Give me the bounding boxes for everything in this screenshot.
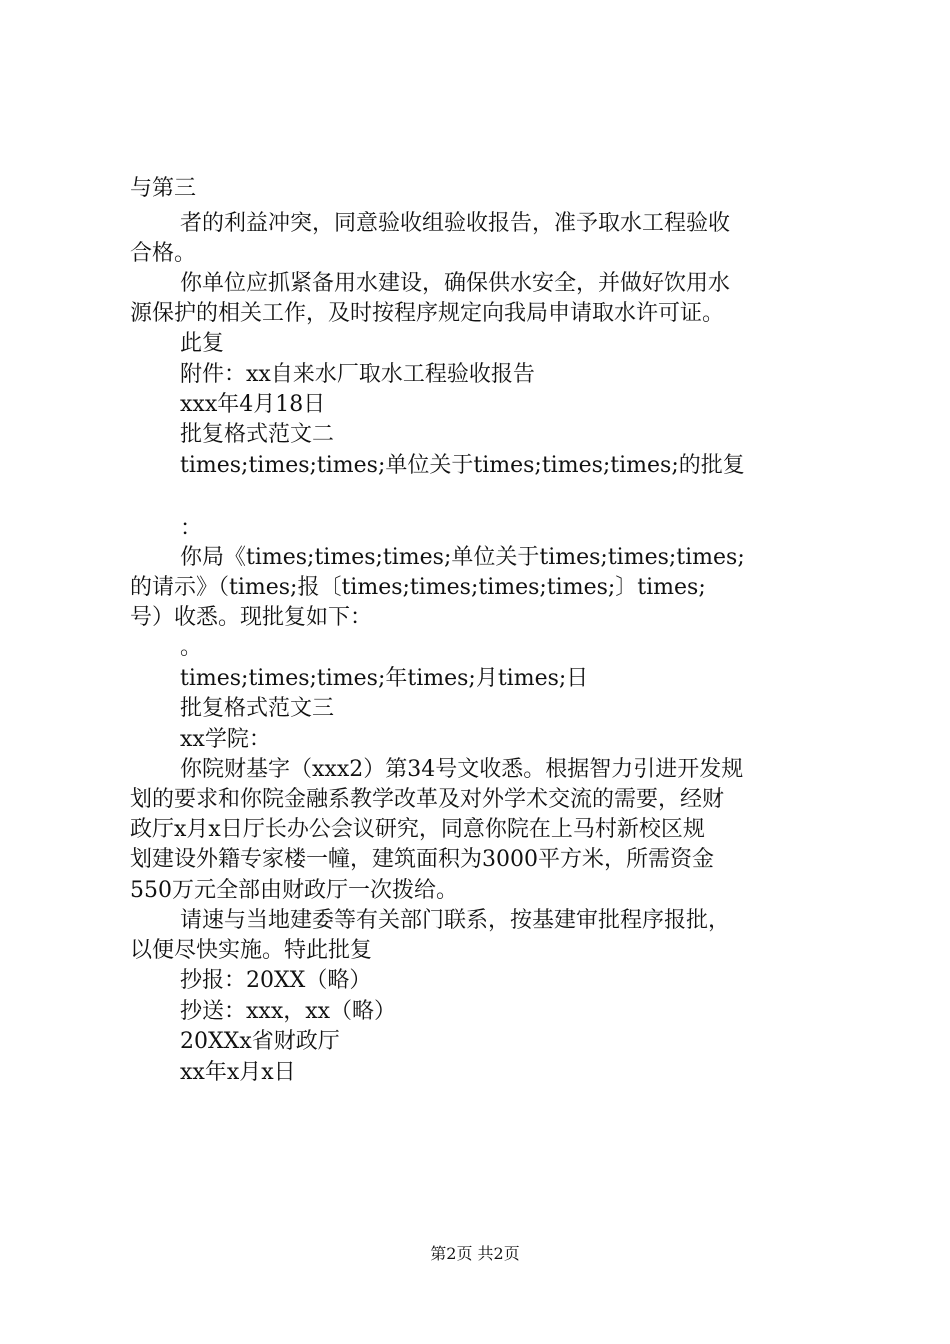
text-line: xx学院： bbox=[180, 727, 271, 752]
text-line: xxx年4月18日 bbox=[180, 392, 326, 417]
text-line: 此复 bbox=[180, 331, 225, 356]
text-line: 请速与当地建委等有关部门联系，按基建审批程序报批， bbox=[180, 908, 731, 933]
text-line: ： bbox=[180, 516, 203, 541]
text-line: 附件：xx自来水厂取水工程验收报告 bbox=[180, 362, 535, 387]
text-line: 550万元全部由财政厅一次拨给。 bbox=[130, 878, 458, 903]
text-line: times;times;times;年times;月times;日 bbox=[180, 666, 589, 691]
text-line: 你院财基字（xxx2）第34号文收悉。根据智力引进开发规 bbox=[180, 757, 744, 782]
text-line: times;times;times;单位关于times;times;times;的批复 bbox=[180, 453, 745, 478]
text-line: 的请示》（times;报〔times;times;times;times;〕times; bbox=[130, 575, 706, 600]
text-line: 你局《times;times;times;单位关于times;times;times; bbox=[180, 545, 745, 570]
section-heading: 批复格式范文二 bbox=[180, 422, 335, 447]
text-line: 。 bbox=[180, 635, 203, 660]
text-line: 者的利益冲突，同意验收组验收报告，准予取水工程验收 bbox=[180, 211, 731, 236]
text-line: 划建设外籍专家楼一幢，建筑面积为3000平方米，所需资金 bbox=[130, 847, 714, 872]
text-line: 20XXx省财政厅 bbox=[180, 1029, 340, 1054]
text-line: 你单位应抓紧备用水建设，确保供水安全，并做好饮用水 bbox=[180, 271, 731, 296]
text-line: 与第三 bbox=[130, 176, 197, 201]
text-line: 合格。 bbox=[130, 241, 197, 266]
text-line: 划的要求和你院金融系教学改革及对外学术交流的需要，经财 bbox=[130, 787, 725, 812]
page-number-footer: 第2页 共2页 bbox=[430, 1244, 520, 1263]
text-line: 以便尽快实施。特此批复 bbox=[130, 938, 373, 963]
text-line: 政厅x月x日厅长办公会议研究，同意你院在上马村新校区规 bbox=[130, 817, 705, 842]
text-line: 号）收悉。现批复如下： bbox=[130, 605, 373, 630]
section-heading: 批复格式范文三 bbox=[180, 696, 335, 721]
text-line: 抄报：20XX（略） bbox=[180, 968, 372, 993]
text-line: xx年x月x日 bbox=[180, 1060, 296, 1085]
text-line: 源保护的相关工作，及时按程序规定向我局申请取水许可证。 bbox=[130, 301, 725, 326]
text-line: 抄送：xxx，xx（略） bbox=[180, 999, 397, 1024]
